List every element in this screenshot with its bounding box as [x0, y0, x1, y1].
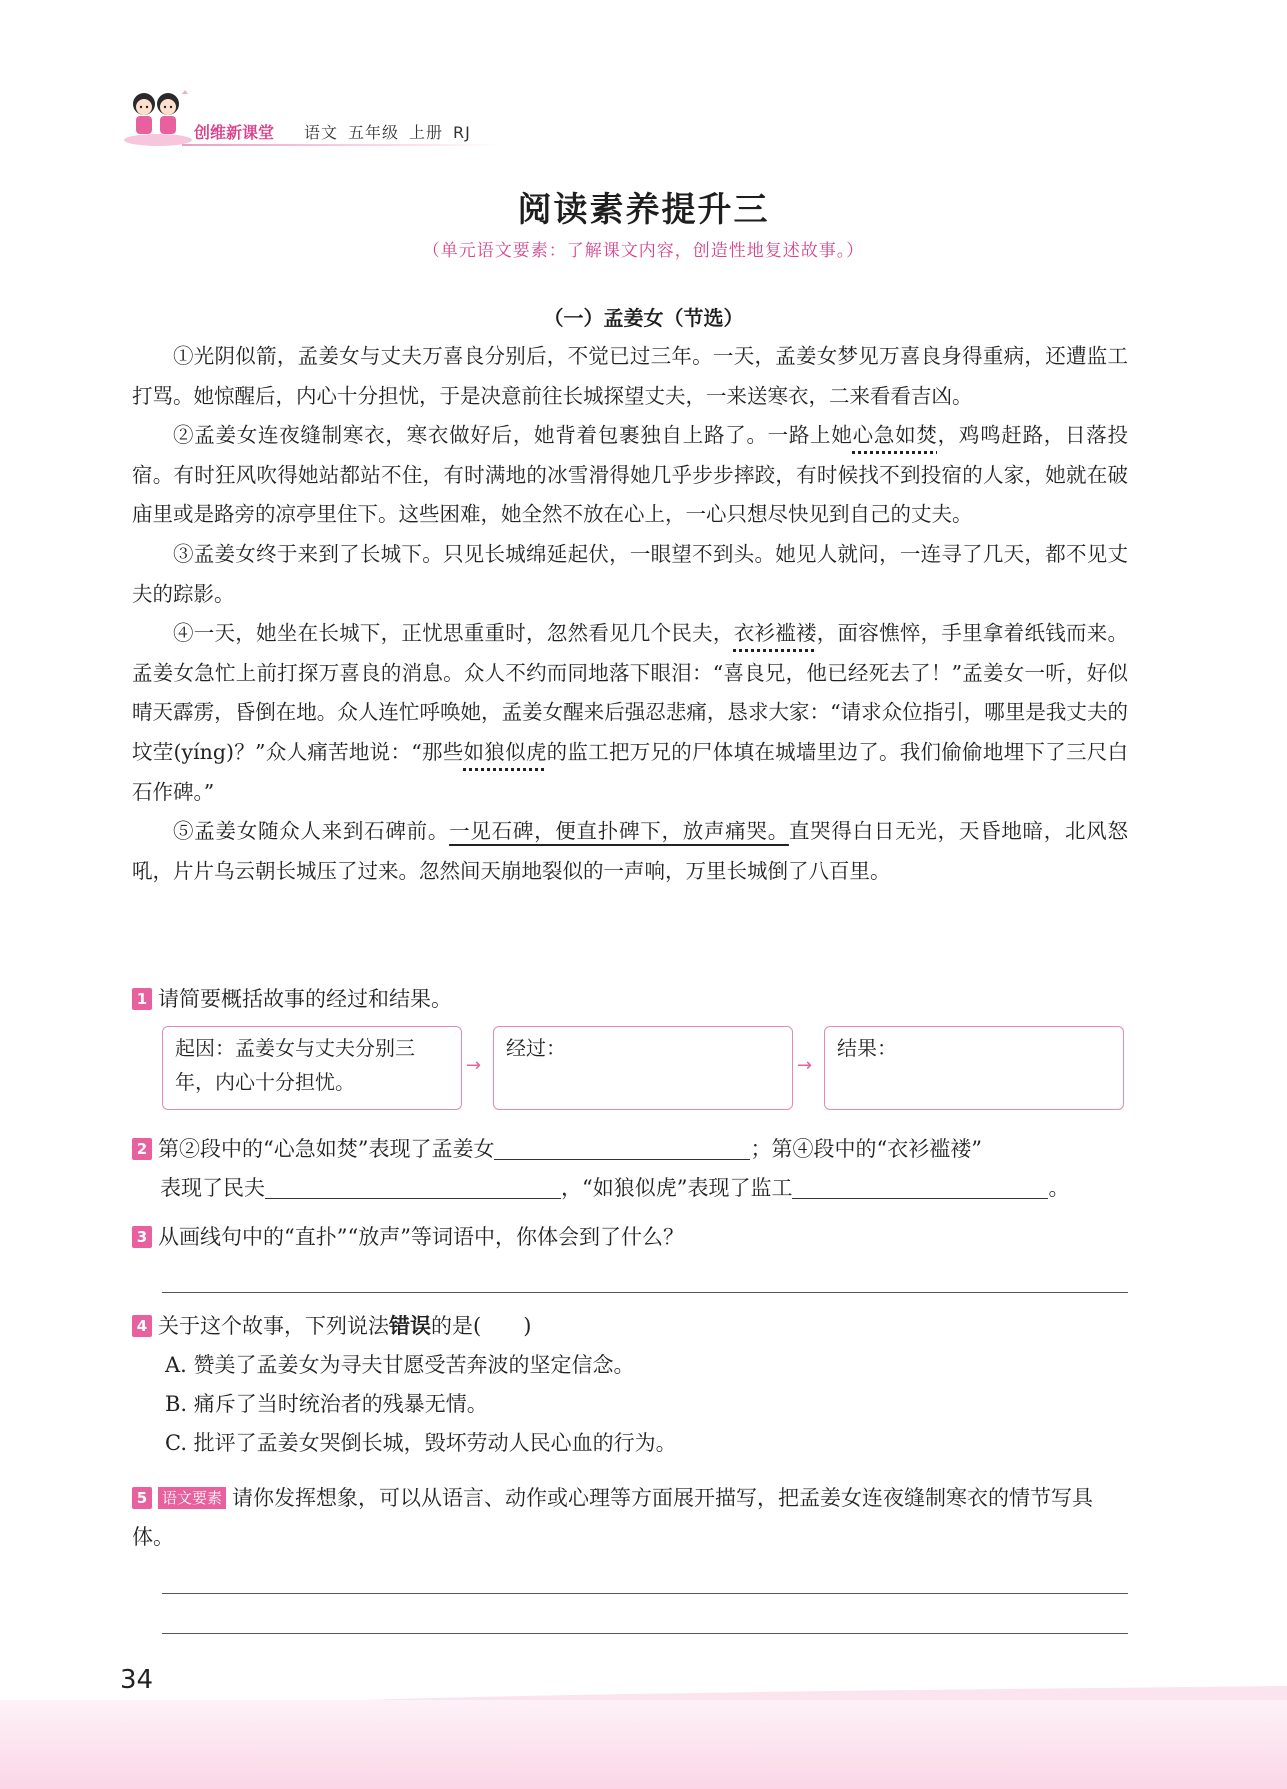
question-text: 从画线句中的“直扑”“放声”等词语中，你体会到了什么？ — [158, 1225, 684, 1249]
question-text: 。 — [1048, 1176, 1070, 1200]
dotted-word-xinjirufen: 心急如焚 — [852, 423, 938, 448]
question-text: 请你发挥想象，可以从语言、动作或心理等方面展开描写，把孟姜女连夜缝制寒衣的情节写具体。 — [132, 1486, 1094, 1549]
dotted-word-yishanlanlv: 衣衫褴褛 — [733, 621, 817, 646]
flow-box-result[interactable]: 结果： — [824, 1026, 1124, 1110]
reading-passage — [132, 337, 1128, 891]
paragraph-4-text-a: ④一天，她坐在长城下，正忧思重重时，忽然看见几个民夫， — [173, 621, 734, 646]
paragraph-5-text-b: 直哭得白日无光，天昏地暗，北风怒吼，片片乌云朝长城压了过来。忽然间天崩地裂似的一声响，万里长城倒了八百里。 — [132, 819, 1129, 883]
question-number: 1 — [132, 988, 152, 1010]
paragraph-5 — [132, 812, 1128, 891]
answer-blank[interactable] — [265, 1176, 561, 1199]
option-a[interactable]: A. 赞美了孟姜女为寻夫甘愿受苦奔波的坚定信念。 — [165, 1353, 635, 1377]
answer-line[interactable] — [162, 1292, 1128, 1293]
subject-label: 语文 — [304, 123, 339, 142]
paragraph-2-text-a: ②孟姜女连夜缝制寒衣，寒衣做好后，她背着包裹独自上路了。一路上她 — [173, 423, 853, 448]
page-header — [122, 86, 471, 148]
question-number: 5 — [132, 1487, 152, 1509]
page-number: 34 — [120, 1665, 154, 1695]
question-text: 关于这个故事，下列说法 — [158, 1314, 389, 1338]
paragraph-4 — [132, 614, 1128, 812]
question-text: 第②段中的“心急如焚”表现了孟姜女 — [158, 1137, 495, 1161]
question-2 — [132, 1130, 1128, 1208]
option-c[interactable]: C. 批评了孟姜女哭倒长城，毁坏劳动人民心血的行为。 — [165, 1431, 677, 1455]
grade-label: 五年级 — [348, 123, 400, 142]
flow-box-process[interactable]: 经过： — [493, 1026, 793, 1110]
paragraph-2-text-b: ，鸡鸣赶路，日落投宿。有时狂风吹得她站都站不住，有时满地的冰雪滑得她几乎步步摔跤，有时候找不到投宿的人家，她就在破庙里或是路旁的凉亭里住下。这些困难，她全然不放在心上，一心只想尽快见到自己的丈夫。 — [132, 423, 1129, 527]
answer-blank[interactable] — [792, 1176, 1048, 1199]
volume-label: 上册 — [409, 123, 444, 142]
question-text: 请简要概括故事的经过和结果。 — [158, 987, 452, 1011]
answer-parentheses[interactable]: 的是( ) — [431, 1314, 532, 1338]
paragraph-2 — [132, 416, 1128, 535]
question-text: ，“如狼似虎”表现了监工 — [561, 1176, 793, 1200]
paragraph-4-text-c: 的监工把万兄的尸体填在城墙里边了。我们偷偷地埋下了三尺白石作碑。” — [132, 739, 1129, 804]
question-number: 2 — [132, 1138, 152, 1160]
edition-label: RJ — [453, 123, 471, 142]
paragraph-5-text-a: ⑤孟姜女随众人来到石碑前。 — [173, 819, 450, 844]
paragraph-3: ③孟姜女终于来到了长城下。只见长城绵延起伏，一眼望不到头。她见人就问，一连寻了几天，都不见丈夫的踪影。 — [132, 541, 1128, 606]
question-text: ；第④段中的“衣衫褴褛” — [750, 1137, 982, 1161]
brand-name: 创维新课堂 — [194, 123, 275, 142]
emphasis-word: 错误 — [389, 1314, 431, 1338]
footer-band — [0, 1700, 1287, 1789]
arrow-icon: → — [797, 1055, 813, 1076]
unit-requirement: （单元语文要素：了解课文内容，创造性地复述故事。） — [422, 241, 865, 261]
underlined-sentence: 一见石碑，便直扑碑下，放声痛哭。 — [449, 819, 789, 844]
answer-line[interactable] — [162, 1593, 1128, 1594]
paragraph-4-text-b: ，面容憔悴，手里拿着纸钱而来。孟姜女急忙上前打探万喜良的消息。众人不约而同地落下眼泪：“喜良兄，他已经死去了！”孟姜女一听，好似晴天霹雳，昏倒在地。众人连忙呼唤她，孟姜女醒来后强忍悲痛，恳求大家：“请求众位指引，哪里是我丈夫的坟茔(yíng)？”众人痛苦地说：“那些 — [132, 621, 1129, 764]
question-1 — [132, 980, 1128, 1019]
arrow-icon: → — [466, 1055, 482, 1076]
language-element-tag: 语文要素 — [158, 1487, 226, 1509]
question-4 — [132, 1307, 1128, 1463]
section-title: （一）孟姜女（节选） — [543, 306, 744, 330]
question-number: 4 — [132, 1315, 152, 1337]
question-number: 3 — [132, 1226, 152, 1248]
header-divider — [182, 144, 502, 146]
question-3 — [132, 1218, 1128, 1257]
paragraph-1: ①光阴似箭，孟姜女与丈夫万喜良分别后，不觉已过三年。一天，孟姜女梦见万喜良身得重病，还遭监工打骂。她惊醒后，内心十分担忧，于是决意前往长城探望丈夫，一来送寒衣，二来看看吉凶。 — [132, 344, 1128, 408]
course-info — [304, 120, 481, 143]
page-title: 阅读素养提升三 — [517, 190, 770, 230]
question-text: 表现了民夫 — [160, 1176, 265, 1200]
mascot-logo-icon — [122, 86, 194, 148]
question-5 — [132, 1479, 1128, 1557]
flow-box-cause: 起因：孟姜女与丈夫分别三年，内心十分担忧。 — [162, 1026, 462, 1110]
answer-blank[interactable] — [494, 1137, 750, 1160]
answer-line[interactable] — [162, 1633, 1128, 1634]
option-b[interactable]: B. 痛斥了当时统治者的残暴无情。 — [165, 1392, 488, 1416]
dotted-word-rulangsihu: 如狼似虎 — [463, 739, 547, 764]
